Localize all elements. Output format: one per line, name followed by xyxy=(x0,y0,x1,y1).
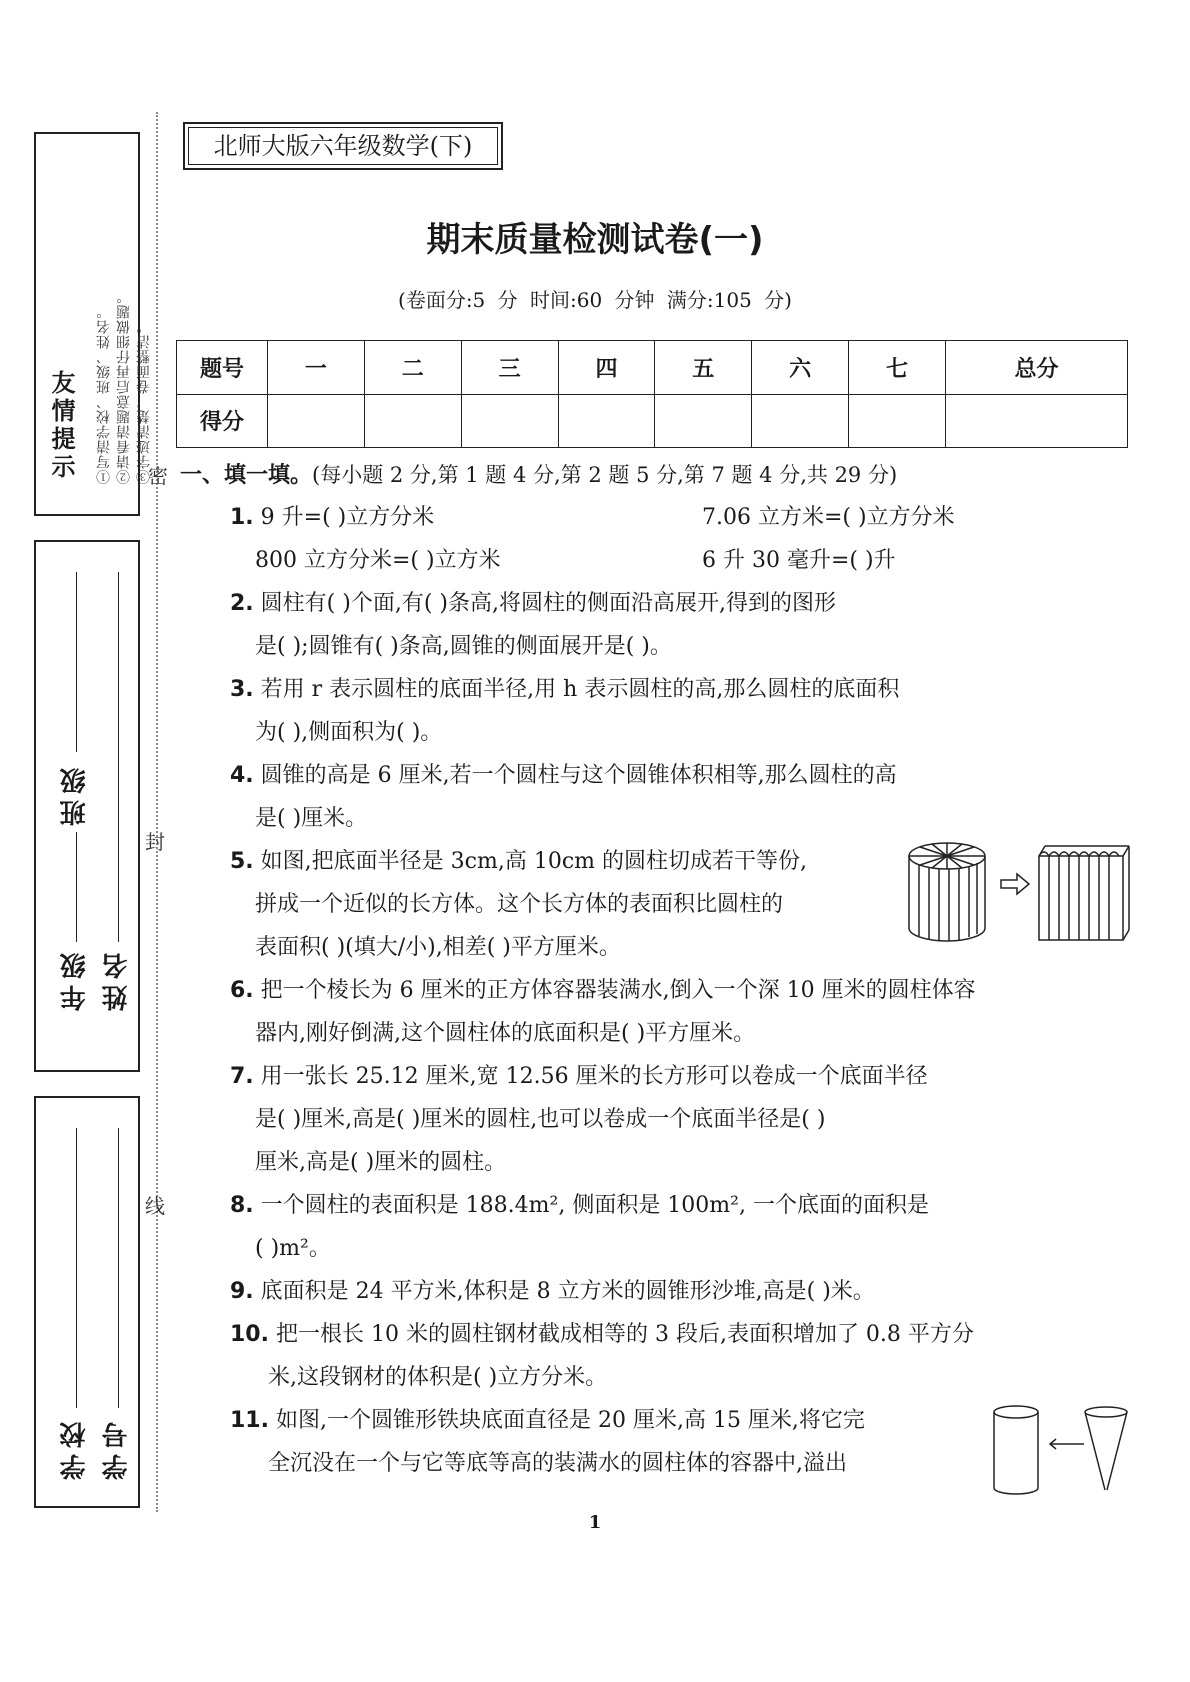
score-cell[interactable] xyxy=(655,394,752,448)
q3-text1: 若用 r 表示圆柱的底面半径,用 h 表示圆柱的高,那么圆柱的底面积 xyxy=(260,677,900,702)
q6-line1 xyxy=(230,973,976,1004)
score-table xyxy=(176,340,1128,448)
score-table-score-row xyxy=(177,394,1128,448)
q1-line1b: 7.06 立方米=( )立方分米 xyxy=(702,505,955,530)
page-title: 期末质量检测试卷(一) xyxy=(426,220,764,260)
series-box xyxy=(183,122,503,170)
class-label: 班级 xyxy=(60,762,90,826)
q2-text1: 圆柱有( )个面,有( )条高,将圆柱的侧面沿高展开,得到的图形 xyxy=(260,591,836,616)
score-header-cell: 一 xyxy=(268,341,365,395)
score-cell[interactable] xyxy=(268,394,365,448)
q11-line2: 全沉没在一个与它等底等高的装满水的圆柱体的容器中,溢出 xyxy=(268,1451,847,1476)
left-arrow-icon xyxy=(1050,1439,1084,1449)
q8-text1: 一个圆柱的表面积是 188.4m², 侧面积是 100m², 一个底面的面积是 xyxy=(260,1193,929,1218)
score-cell[interactable] xyxy=(752,394,849,448)
q6-number: 6. xyxy=(230,978,254,1003)
school-label: 学校 xyxy=(60,1416,90,1480)
id-underline xyxy=(118,1128,119,1408)
q3-line2: 为( ),侧面积为( )。 xyxy=(255,720,443,745)
q9-line1 xyxy=(230,1274,875,1305)
q7-number: 7. xyxy=(230,1064,254,1089)
page-subtitle: (卷面分:5 分 时间:60 分钟 满分:105 分) xyxy=(398,288,792,312)
q3-line1 xyxy=(230,672,899,703)
score-header-cell: 三 xyxy=(461,341,558,395)
score-header-cell: 总分 xyxy=(945,341,1127,395)
right-arrow-icon xyxy=(1001,874,1029,894)
q11-figure xyxy=(992,1404,1132,1500)
score-row-label: 得分 xyxy=(177,394,268,448)
score-cell[interactable] xyxy=(461,394,558,448)
seal-line xyxy=(156,112,158,1512)
q10-number: 10. xyxy=(230,1322,269,1347)
q3-number: 3. xyxy=(230,677,254,702)
q11-text1: 如图,一个圆锥形铁块底面直径是 20 厘米,高 15 厘米,将它完 xyxy=(275,1408,865,1433)
id-label: 学号 xyxy=(102,1416,132,1480)
q11-cone-icon xyxy=(1085,1407,1127,1490)
q8-line1 xyxy=(230,1188,929,1219)
q7-line2: 是( )厘米,高是( )厘米的圆柱,也可以卷成一个底面半径是( ) xyxy=(255,1107,826,1132)
school-underline xyxy=(76,1128,77,1408)
q5-cylinder-icon xyxy=(909,843,985,941)
section-title: 一、填一填。 xyxy=(180,463,313,488)
q2-line2: 是( );圆锥有( )条高,圆锥的侧面展开是( )。 xyxy=(255,634,672,659)
score-header-cell: 五 xyxy=(655,341,752,395)
q10-line2: 米,这段钢材的体积是( )立方分米。 xyxy=(268,1365,608,1390)
tip-3: ③字迹清楚，卷面整洁。 xyxy=(136,319,152,484)
q2-line1 xyxy=(230,586,836,617)
seal-mi: 密 xyxy=(148,464,168,488)
q5-number: 5. xyxy=(230,849,254,874)
q4-text1: 圆锥的高是 6 厘米,若一个圆柱与这个圆锥体积相等,那么圆柱的高 xyxy=(260,763,897,788)
name-label: 姓名 xyxy=(102,947,132,1011)
q5-text1: 如图,把底面半径是 3cm,高 10cm 的圆柱切成若干等份, xyxy=(260,849,807,874)
q5-line2: 拼成一个近似的长方体。这个长方体的表面积比圆柱的 xyxy=(255,892,784,917)
q5-line3: 表面积( )(填大/小),相差( )平方厘米。 xyxy=(255,935,621,960)
school-id-box xyxy=(34,1096,140,1508)
q7-text1: 用一张长 25.12 厘米,宽 12.56 厘米的长方形可以卷成一个底面半径 xyxy=(260,1064,928,1089)
tips-title: 友情提示 xyxy=(47,370,75,482)
grade-label: 年级 xyxy=(60,947,90,1011)
q9-text1: 底面积是 24 平方米,体积是 8 立方米的圆锥形沙堆,高是( )米。 xyxy=(260,1279,875,1304)
q1-number: 1. xyxy=(230,505,254,530)
score-cell[interactable] xyxy=(849,394,946,448)
q1-a: 9 升=( )立方分米 xyxy=(260,505,435,530)
q11-line1 xyxy=(230,1403,865,1434)
q2-number: 2. xyxy=(230,591,254,616)
q9-number: 9. xyxy=(230,1279,254,1304)
q10-text1: 把一根长 10 米的圆柱钢材截成相等的 3 段后,表面积增加了 0.8 平方分 xyxy=(275,1322,974,1347)
class-underline xyxy=(76,572,77,752)
q5-line1 xyxy=(230,844,807,875)
score-header-cell: 四 xyxy=(558,341,655,395)
q8-number: 8. xyxy=(230,1193,254,1218)
section-heading xyxy=(180,458,897,489)
q11-number: 11. xyxy=(230,1408,269,1433)
tip-1: ①写清学校、班级、姓名。 xyxy=(96,304,112,484)
q4-number: 4. xyxy=(230,763,254,788)
q1-line1a xyxy=(230,500,434,531)
score-table-header-row xyxy=(177,341,1128,395)
grade-underline xyxy=(76,832,77,942)
q11-cylinder-container-icon xyxy=(994,1406,1038,1494)
score-header-cell: 题号 xyxy=(177,341,268,395)
q4-line1 xyxy=(230,758,897,789)
tips-box xyxy=(34,132,152,516)
name-underline xyxy=(118,572,119,942)
q8-line2: ( )m²。 xyxy=(255,1236,331,1261)
page-number: 1 xyxy=(588,1512,602,1533)
q7-line1 xyxy=(230,1059,928,1090)
score-header-cell: 六 xyxy=(752,341,849,395)
class-name-box xyxy=(34,540,140,1072)
seal-xian: 线 xyxy=(145,1194,165,1218)
q6-line2: 器内,刚好倒满,这个圆柱体的底面积是( )平方厘米。 xyxy=(255,1021,756,1046)
q6-text1: 把一个棱长为 6 厘米的正方体容器装满水,倒入一个深 10 厘米的圆柱体容 xyxy=(260,978,976,1003)
q1-line2b: 6 升 30 毫升=( )升 xyxy=(702,548,896,573)
score-header-cell: 七 xyxy=(849,341,946,395)
q7-line3: 厘米,高是( )厘米的圆柱。 xyxy=(255,1150,507,1175)
q5-figure xyxy=(905,838,1135,948)
section-note: (每小题 2 分,第 1 题 4 分,第 2 题 5 分,第 7 题 4 分,共 29 分) xyxy=(312,463,898,487)
q4-line2: 是( )厘米。 xyxy=(255,806,368,831)
seal-feng: 封 xyxy=(145,830,165,854)
score-header-cell: 二 xyxy=(364,341,461,395)
q1-line2a: 800 立方分米=( )立方米 xyxy=(255,548,501,573)
score-cell[interactable] xyxy=(558,394,655,448)
q5-cuboid-icon xyxy=(1039,846,1129,940)
score-cell[interactable] xyxy=(364,394,461,448)
score-cell[interactable] xyxy=(945,394,1127,448)
tip-2: ②请看清题意后再仔细做题。 xyxy=(116,289,132,484)
q10-line1 xyxy=(230,1317,974,1348)
series-label: 北师大版六年级数学(下) xyxy=(188,127,498,165)
